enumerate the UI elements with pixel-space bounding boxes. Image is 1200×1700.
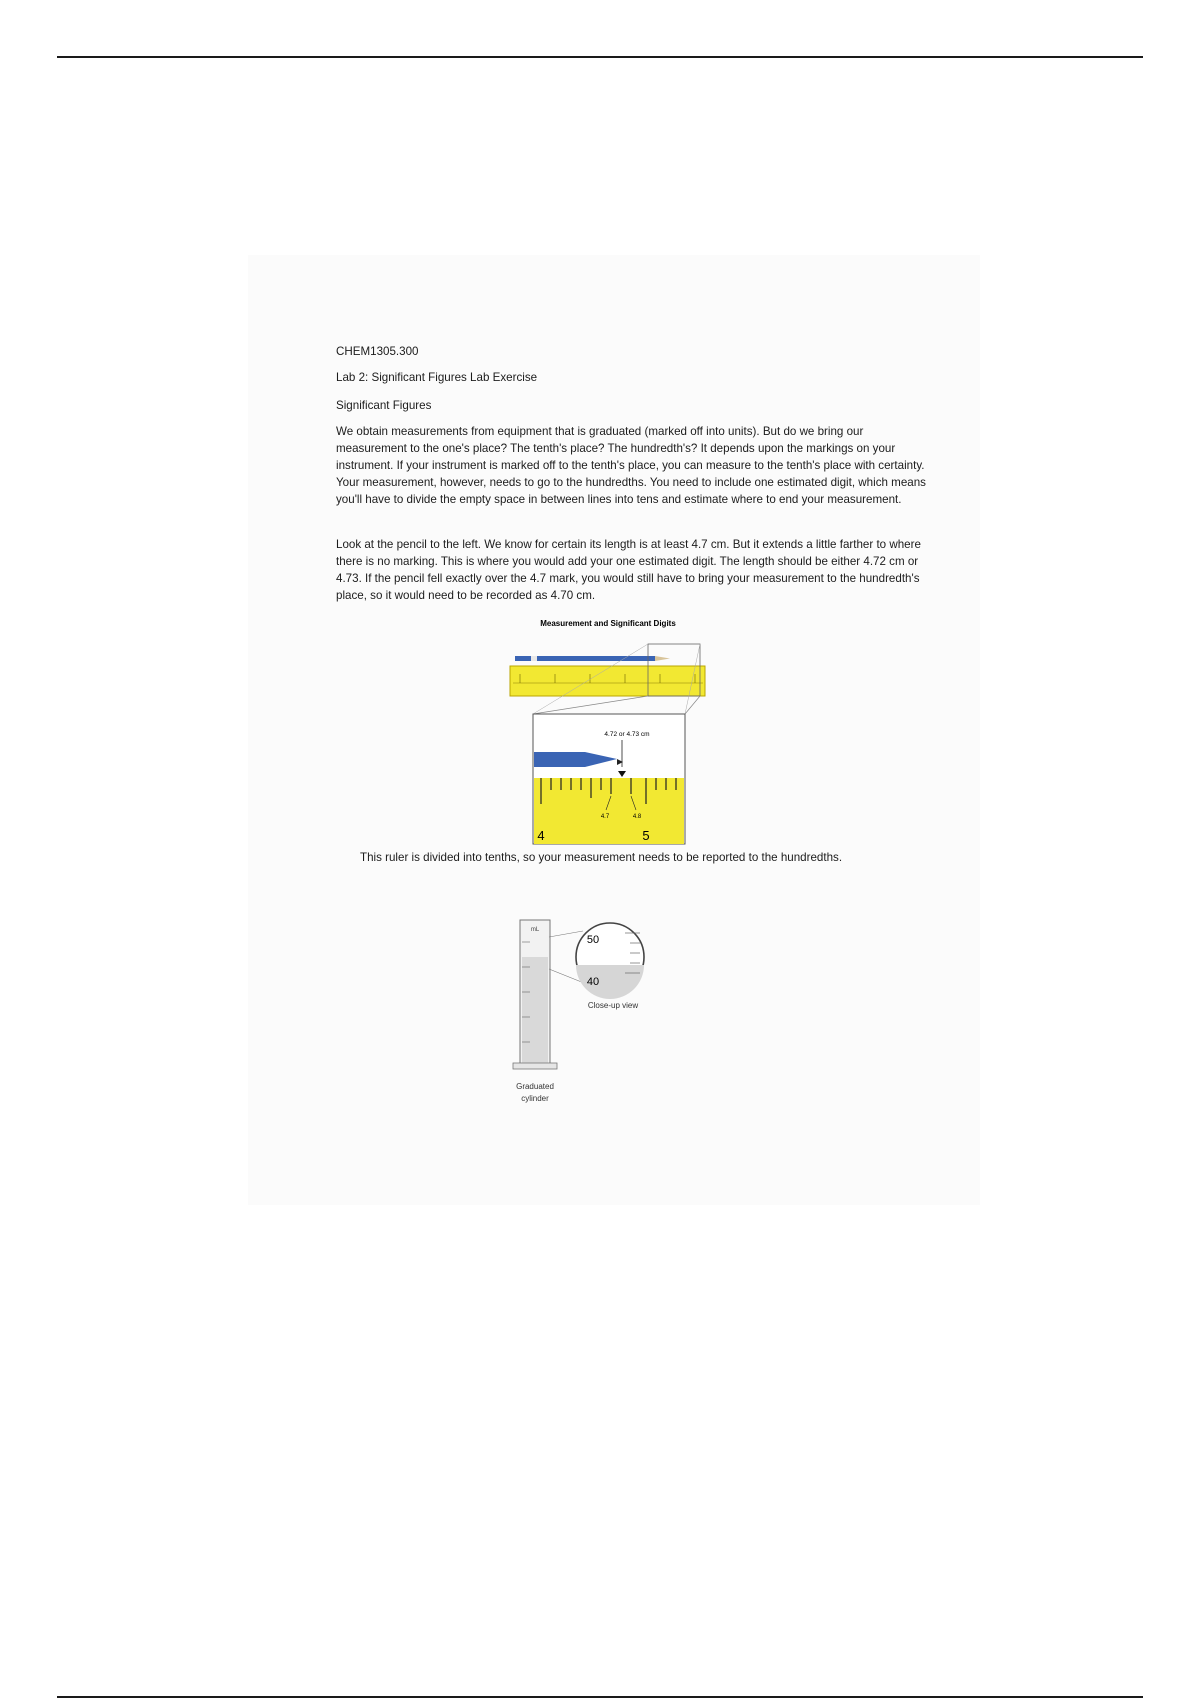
figure-caption: This ruler is divided into tenths, so your measurement needs to be reported to the hundredths. [360, 851, 843, 864]
ruler-figure [505, 614, 715, 846]
cylinder-figure [505, 915, 675, 1115]
top-rule [57, 56, 1143, 58]
ruler-small [510, 666, 705, 696]
figure-title: Measurement and Significant Digits [540, 619, 676, 628]
tick-label-4-7: 4.7 [600, 814, 610, 820]
ruler-closeup [533, 714, 685, 844]
paragraph-2: Look at the pencil to the left. We know for certain its length is at least 4.7 cm. But it extends a little farther to where there is no marking. This is where you would add your one estimated digit. The length should be either 4.72 cm or 4.73. If the pencil fell exactly over the 4.7 mark, you would still have to bring your measurement to the hundredth's place, so it would need to be recorded as 4.70 cm. [336, 538, 921, 602]
graduated-cylinder [513, 920, 557, 1069]
ruler-number-5: 5 [642, 828, 650, 843]
closeup-label: Close-up view [587, 1001, 639, 1010]
bottom-rule [57, 1696, 1143, 1698]
tick-50: 50 [586, 934, 600, 946]
unit-label: mL [530, 927, 540, 933]
pencil-small [515, 656, 670, 661]
ruler-number-4: 4 [537, 828, 545, 843]
lab-title: Lab 2: Significant Figures Lab Exercise [336, 371, 538, 384]
section-heading: Significant Figures [336, 399, 432, 412]
cylinder-label-line2: cylinder [521, 1094, 549, 1103]
cylinder-label-line1: Graduated [516, 1082, 554, 1091]
tick-40: 40 [586, 976, 600, 988]
reading-label: 4.72 or 4.73 cm [604, 731, 650, 738]
closeup-circle [576, 923, 644, 999]
tick-label-4-8: 4.8 [632, 814, 642, 820]
paragraph-1: We obtain measurements from equipment that is graduated (marked off into units). But do we bring our measurement to the one's place? The tenth's place? The hundredth's? It depends upon the markings on your instrument. If your instrument is marked off to the tenth's place, you can measure to the tenth's place with certainty. Your measurement, however, needs to go to the hundredths. You need to include one estimated digit, which means you'll have to divide the empty space in between lines into tens and estimate where to end your measurement. [336, 425, 926, 506]
course-code: CHEM1305.300 [336, 345, 419, 358]
